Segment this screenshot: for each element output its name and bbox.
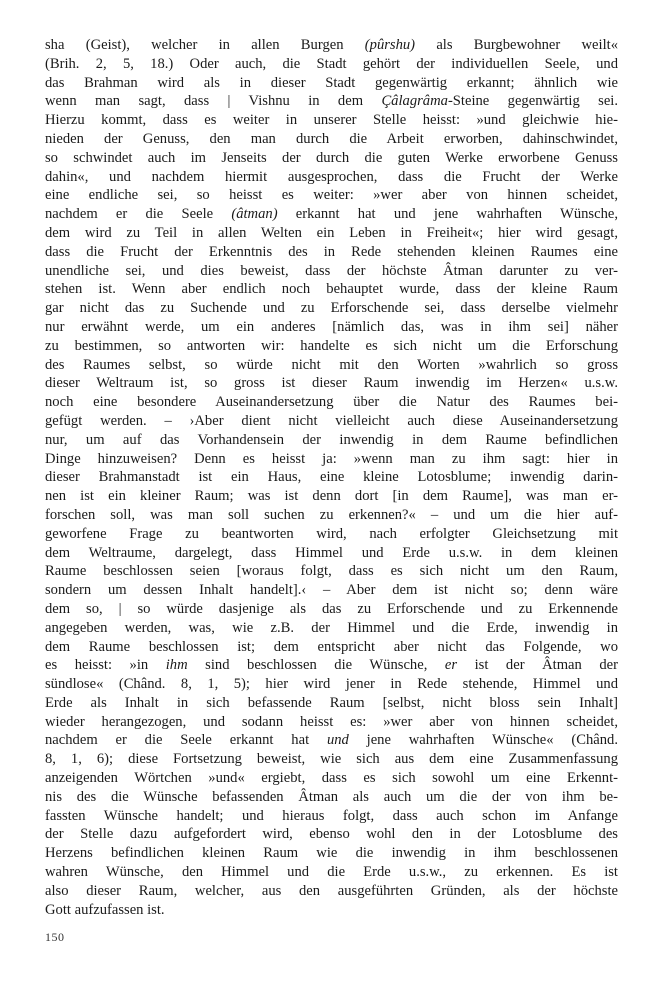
text-line: also dieser Raum, welcher, aus den ausgeführten Gründen, als der höchste	[45, 882, 618, 899]
text-line: gefügt werden. – ›Aber dient nicht vielleicht auch diese Auseinandersetzung	[45, 412, 618, 429]
text-line: angegeben werden, was, wie z.B. der Himmel und die Erde, inwendig in	[45, 619, 618, 636]
text-line: wieder herangezogen, und sodann heisst es: »wer aber von hinnen scheidet,	[45, 713, 618, 730]
text-line: sündlose« (Chând. 8, 1, 5); hier wird jener in Rede stehende, Himmel und	[45, 676, 618, 693]
text-line: 8, 1, 6); diese Fortsetzung beweist, wie sich aus dem eine Zusammenfassung	[45, 751, 618, 768]
text-line: dahin«, und nachdem hiermit ausgesprochen, dass die Frucht der Werke	[45, 168, 618, 185]
text-line: fassten Wünsche handelt; und hieraus folgt, dass auch schon im Anfange	[45, 807, 618, 824]
text-line: Herzens befindlichen kleinen Raum wie die inwendig in ihm beschlossenen	[45, 845, 618, 862]
text-line: Raume beschlossen seien [woraus folgt, dass es sich nicht um den Raum,	[45, 563, 618, 580]
text-line: unendliche sei, und dies beweist, dass der höchste Âtman darunter zu ver-	[45, 262, 618, 279]
text-line: dem Raume beschlossen ist; dem entspricht aber nicht das Folgende, wo	[45, 638, 618, 655]
text-line: sha (Geist), welcher in allen Burgen (pûrshu) als Burgbewohner weilt«	[45, 37, 618, 53]
text-line: (Brih. 2, 5, 18.) Oder auch, die Stadt gehört der individuellen Seele, und	[45, 55, 618, 72]
text-line: der Stelle dazu aufgefordert wird, ebenso wohl den in der Lotosblume des	[45, 826, 618, 843]
text-line: sondern um dessen Inhalt handelt].‹ – Aber dem ist nicht so; denn wäre	[45, 582, 618, 599]
text-line: Gott aufzufassen ist.	[45, 901, 165, 918]
text-line: Hierzu kommt, dass es weiter in unserer Stelle heisst: »und gleichwie hie-	[45, 112, 618, 129]
text-line: stehen ist. Wenn aber endlich noch behauptet wurde, dass der kleine Raum	[45, 281, 618, 298]
text-line: gar nicht das zu Suchende und zu Erforschende sei, dass derselbe vielmehr	[45, 300, 618, 317]
text-line: geworfene Frage zu beantworten wird, nach erfolgter Gleichsetzung mit	[45, 525, 618, 542]
text-line: dem Weltraume, dargelegt, dass Himmel und Erde u.s.w. in dem kleinen	[45, 544, 618, 561]
page-number: 150	[45, 930, 65, 944]
text-line: wahren Wünsche, den Himmel und die Erde u.s.w., zu erkennen. Es ist	[45, 864, 618, 881]
text-line: anzeigenden Wörtchen »und« ergiebt, dass es sich sowohl um eine Erkennt-	[45, 770, 618, 787]
text-line: dem so, | so würde dasjenige als das zu Erforschende und zu Erkennende	[45, 600, 618, 617]
text-line: es heisst: »in ihm sind beschlossen die Wünsche, er ist der Âtman der	[45, 657, 619, 674]
text-line: dass die Frucht der Erkenntnis des in Rede stehenden kleinen Raumes eine	[45, 243, 618, 260]
text-line: dieser Brahmanstadt ist ein Haus, eine kleine Lotosblume; inwendig darin-	[45, 469, 618, 486]
text-line: nur, um auf das Vorhandensein der inwendig in dem Raume befindlichen	[45, 431, 618, 448]
text-line: Dinge hinzuweisen? Denn es heisst ja: »wenn man zu ihm sagt: hier in	[45, 450, 618, 467]
text-line: dieser Weltraum ist, so gross ist dieser Raum inwendig im Herzen« u.s.w.	[45, 375, 618, 392]
text-line: des Raumes selbst, so würde nicht mit den Worten »wahrlich so gross	[45, 356, 618, 373]
text-line: nis des die Wünsche befassenden Âtman als auch um die der von ihm be-	[45, 788, 618, 805]
text-line: nen ist ein kleiner Raum; was ist denn dort [in dem Raume], was man er-	[45, 488, 618, 505]
text-line: das Brahman wird als in dieser Stadt gegenwärtig erkannt; ähnlich wie	[45, 74, 618, 91]
text-line: nur erwähnt werde, um ein anderes [nämlich das, was in ihm sei] näher	[45, 318, 618, 335]
text-line: wenn man sagt, dass | Vishnu in dem Çâlagrâma-Steine gegenwärtig sei.	[45, 93, 619, 110]
text-line: nieden der Genuss, den man durch die Arbeit erworben, dahinschwindet,	[45, 130, 618, 147]
text-line: dem wird zu Teil in allen Welten ein Leben in Freiheit«; hier wird gesagt,	[45, 224, 618, 241]
text-line: nachdem er die Seele erkannt hat und jene wahrhaften Wünsche« (Chând.	[45, 732, 618, 749]
text-line: Erde als Inhalt in sich befassende Raum [selbst, nicht bloss sein Inhalt]	[45, 694, 618, 711]
text-line: so schwindet auch im Jenseits der durch die guten Werke erworbene Genuss	[45, 149, 618, 166]
text-line: forschen soll, was man soll suchen zu erkennen?« – und um die hier auf-	[45, 506, 618, 523]
text-line: noch eine besondere Auseinandersetzung über die Natur des Raumes bei-	[45, 394, 618, 411]
text-line: eine endliche sei, so heisst es weiter: »wer aber von hinnen scheidet,	[45, 187, 618, 204]
body-text	[45, 36, 618, 919]
text-line: zu bestimmen, so antworten wir: handelte es sich nicht um die Erforschung	[45, 337, 618, 354]
text-line: nachdem er die Seele (âtman) erkannt hat und jene wahrhaften Wünsche,	[45, 206, 618, 223]
